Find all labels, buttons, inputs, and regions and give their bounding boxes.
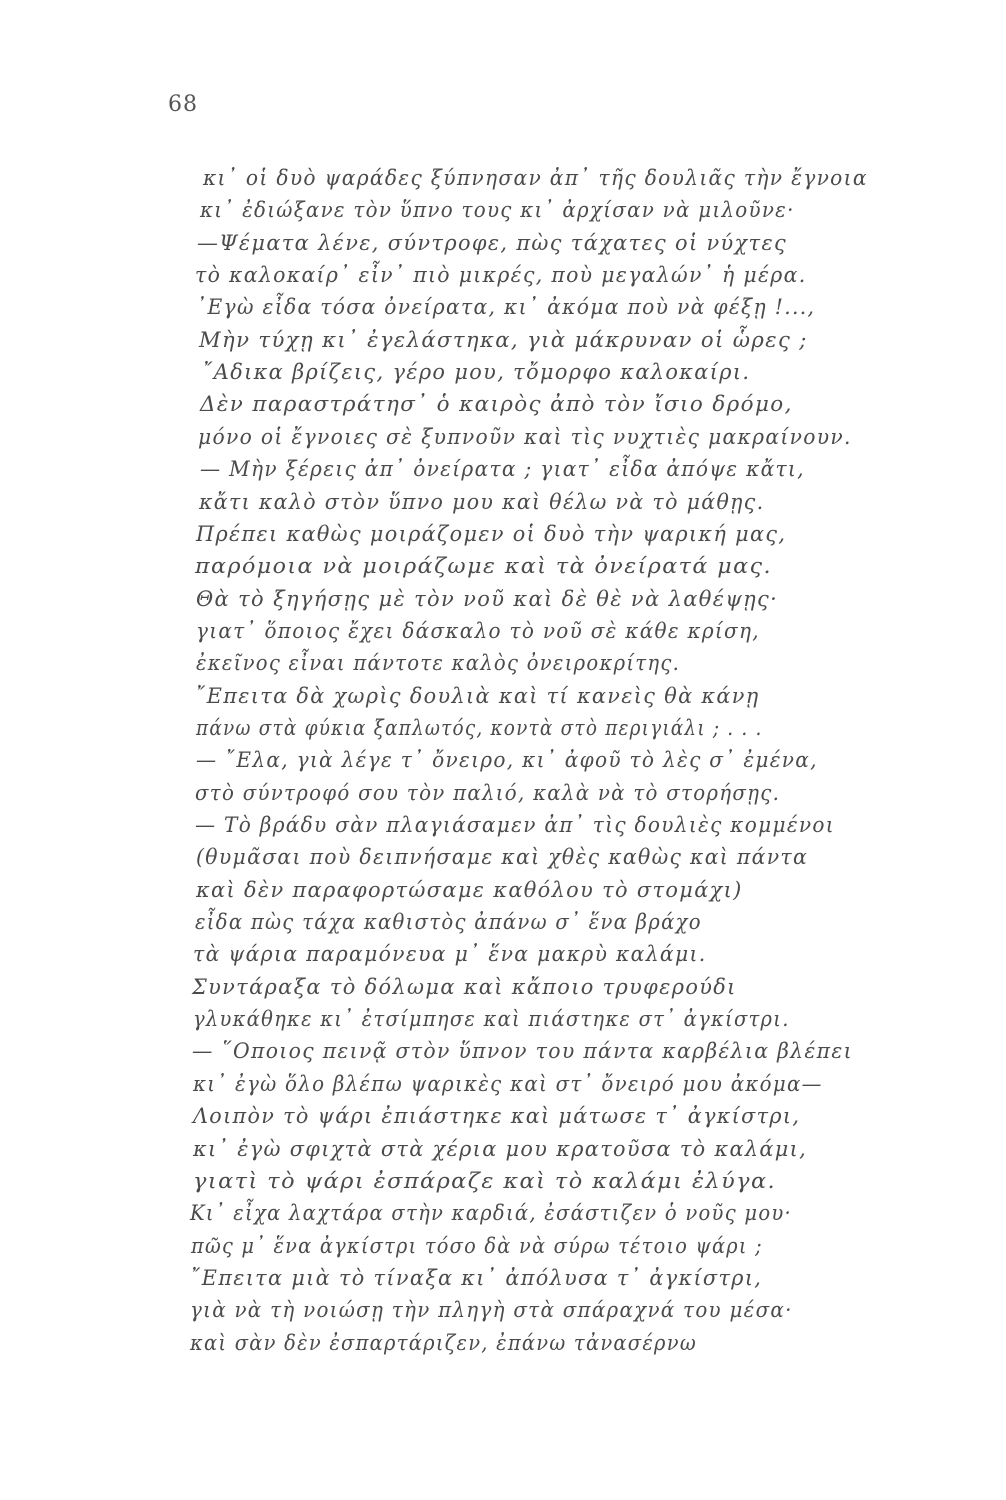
poem-line: γιὰ νὰ τὴ νοιώσῃ τὴν πληγὴ στὰ σπάραχνά του μέσα· [190,1298,793,1324]
poem-line: στὸ σύντροφό σου τὸν παλιό, καλὰ νὰ τὸ στορήσῃς. [195,780,781,806]
poem-line: ῎Επειτα μιὰ τὸ τίναξα κι᾽ ἀπόλυσα τ᾽ ἀγκίστρι, [190,1265,763,1291]
poem-line: ἐκεῖνος εἶναι πάντοτε καλὸς ὀνειροκρίτης. [196,651,681,677]
page-number: 68 [168,92,198,117]
poem-line: παρόμοια νὰ μοιράζωμε καὶ τὰ ὀνείρατά μας. [195,554,772,580]
poem-line: Κι᾽ εἶχα λαχτάρα στὴν καρδιά, ἐσάστιζεν ὁ νοῦς μου· [190,1201,792,1227]
poem-line: — ῞Οποιος πεινᾷ στὸν ὕπνον του πάντα καρβέλια βλέπει [192,1039,853,1065]
poem-line: τὰ ψάρια παραμόνευα μ᾽ ἕνα μακρὺ καλάμι. [193,942,707,968]
poem-line: εἶδα πὼς τάχα καθιστὸς ἀπάνω σ᾽ ἕνα βράχο [195,910,702,936]
poem-line: κι᾽ ἐδιώξανε τὸν ὕπνο τους κι᾽ ἀρχίσαν νὰ μιλοῦνε· [200,198,795,224]
poem-line: κι᾽ ἐγὼ σφιχτὰ στὰ χέρια μου κρατοῦσα τὸ καλάμι, [193,1136,808,1162]
poem-line: κἄτι καλὸ στὸν ὕπνο μου καὶ θέλω νὰ τὸ μάθῃς. [199,489,765,515]
poem-line: Λοιπὸν τὸ ψάρι ἐπιάστηκε καὶ μάτωσε τ᾽ ἀγκίστρι, [193,1104,801,1130]
poem-line: Θὰ τὸ ξηγήσῃς μὲ τὸν νοῦ καὶ δὲ θὲ νὰ λαθέψῃς· [196,586,779,612]
poem-line: γιατ᾽ ὅποιος ἔχει δάσκαλο τὸ νοῦ σὲ κάθε κρίση, [196,618,760,644]
poem-line: Συντάραξα τὸ δόλωμα καὶ κἄποιο τρυφερούδι [192,974,737,1000]
poem-line: γλυκάθηκε κι᾽ ἐτσίμπησε καὶ πιάστηκε στ᾽ ἀγκίστρι. [193,1007,790,1033]
poem-line: πάνω στὰ φύκια ξαπλωτός, κοντὰ στὸ περιγιάλι ; . . . [196,715,763,741]
poem-line: — Μὴν ξέρεις ἀπ᾽ ὀνείρατα ; γιατ᾽ εἶδα ἀπόψε κἄτι, [200,457,805,483]
poem-line: ῎Επειτα δὰ χωρὶς δουλιὰ καὶ τί κανεὶς θὰ κάνῃ [195,683,760,709]
poem-line: καὶ δὲν παραφορτώσαμε καθόλου τὸ στομάχι) [196,877,743,903]
poem-line: ᾽Εγὼ εἶδα τόσα ὀνείρατα, κι᾽ ἀκόμα ποὺ νὰ φέξῃ !..., [196,295,816,321]
poem-line: καὶ σὰν δὲν ἐσπαρτάριζεν, ἐπάνω τἀνασέρνω [190,1330,697,1356]
poem-line: Μὴν τύχῃ κι᾽ ἐγελάστηκα, γιὰ μάκρυναν οἱ ὧρες ; [199,327,808,353]
poem-line: πῶς μ᾽ ἕνα ἀγκίστρι τόσο δὰ νὰ σύρω τέτοιο ψάρι ; [191,1233,763,1259]
poem-line: ῎Αδικα βρίζεις, γέρο μου, τὄμορφο καλοκαίρι. [202,360,751,386]
poem-line: τὸ καλοκαίρ᾽ εἶν᾽ πιὸ μικρές, ποὺ μεγαλών᾽ ἡ μέρα. [195,263,807,289]
poem-line: — ῎Ελα, γιὰ λέγε τ᾽ ὄνειρο, κι᾽ ἀφοῦ τὸ λὲς σ᾽ ἐμένα, [196,748,818,774]
poem-line: —Ψέματα λένε, σύντροφε, πὼς τάχατες οἱ νύχτες [197,230,788,256]
poem-line: Δὲν παραστράτησ᾽ ὁ καιρὸς ἀπὸ τὸν ἴσιο δρόμο, [200,392,793,418]
poem-line: μόνο οἱ ἔγνοιες σὲ ξυπνοῦν καὶ τὶς νυχτιὲς μακραίνουν. [198,424,852,450]
poem-line: (θυμᾶσαι ποὺ δειπνήσαμε καὶ χθὲς καθὼς καὶ πάντα [196,845,809,871]
poem-line: — Τὸ βράδυ σὰν πλαγιάσαμεν ἀπ᾽ τὶς δουλιὲς κομμένοι [195,813,835,838]
poem-line: γιατὶ τὸ ψάρι ἐσπάραζε καὶ τὸ καλάμι ἐλύγα. [193,1168,777,1194]
poem-line: κι᾽ ἐγὼ ὅλο βλέπω ψαρικὲς καὶ στ᾽ ὄνειρό μου ἀκόμα— [193,1071,823,1097]
poem-line: Πρέπει καθὼς μοιράζομεν οἱ δυὸ τὴν ψαρική μας, [196,521,787,547]
poem-line: κι᾽ οἱ δυὸ ψαράδες ξύπνησαν ἀπ᾽ τῆς δουλιᾶς τὴν ἔγνοια [203,166,868,191]
